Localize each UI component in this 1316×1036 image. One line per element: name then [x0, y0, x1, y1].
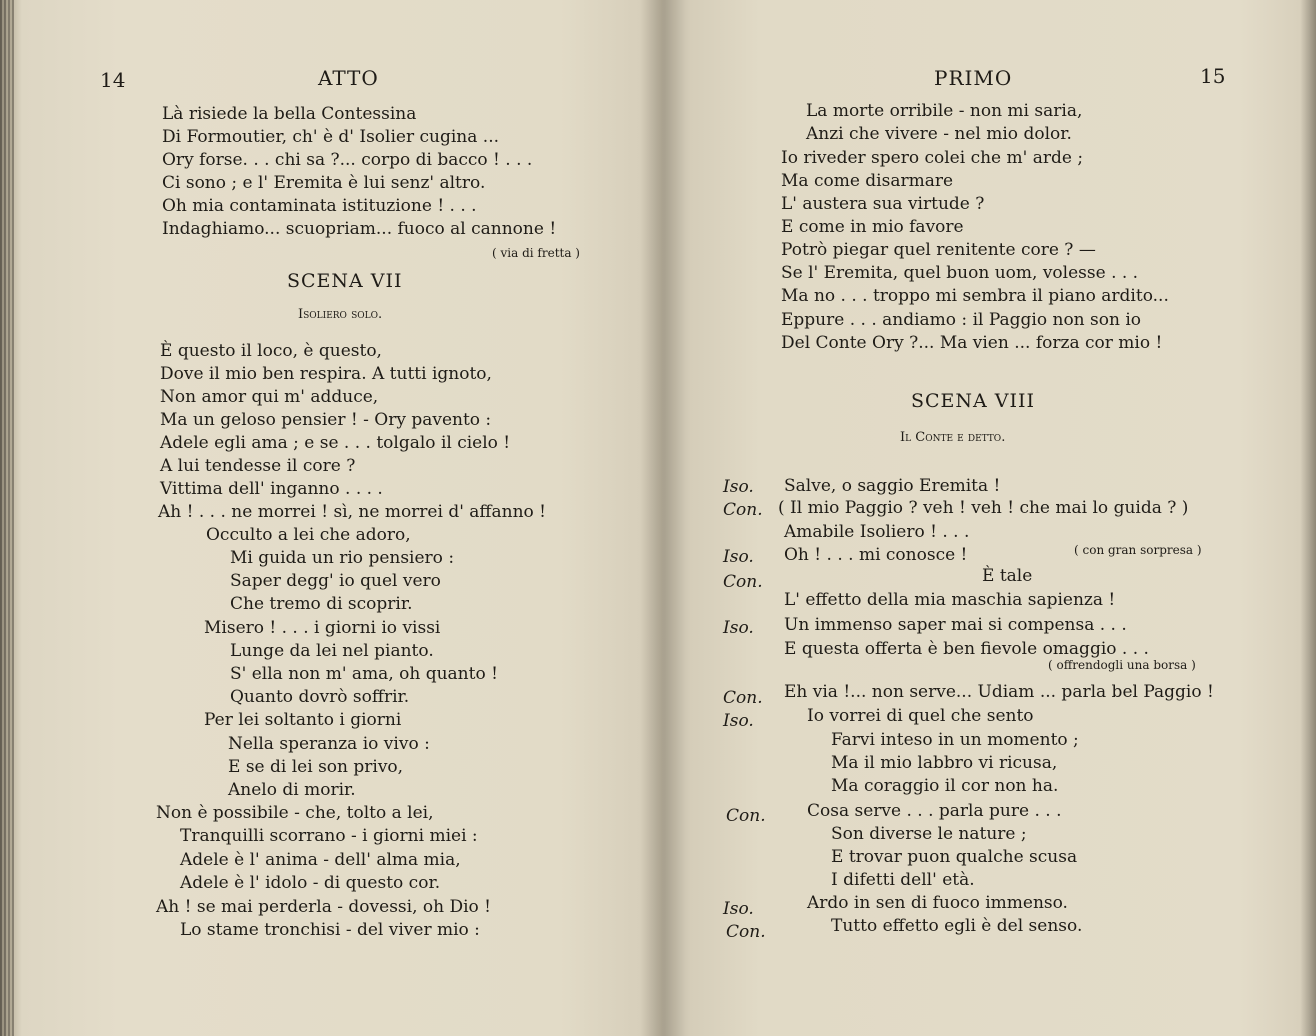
verse-line: Potrò piegar quel renitente core ? —	[781, 240, 1096, 260]
dialogue-line: Cosa serve . . . parla pure . . .	[807, 801, 1062, 821]
stage-direction: ( offrendogli una borsa )	[1048, 658, 1196, 672]
verse-line: L' austera sua virtude ?	[781, 194, 985, 214]
dialogue-line: Un immenso saper mai si compensa . . .	[784, 615, 1127, 635]
verse-line: Anelo di morir.	[228, 780, 356, 800]
dialogue-line: Ardo in sen di fuoco immenso.	[807, 893, 1068, 913]
dialogue-line: ( Il mio Paggio ? veh ! veh ! che mai lo guida ? )	[778, 498, 1189, 518]
speaker-label: Iso.	[723, 899, 754, 919]
verse-line: Io riveder spero colei che m' arde ;	[781, 148, 1084, 168]
verse-line: Oh mia contaminata istituzione ! . . .	[162, 196, 477, 216]
verse-line: Quanto dovrò soffrir.	[230, 687, 410, 707]
dialogue-line: Ma coraggio il cor non ha.	[831, 776, 1059, 796]
verse-line: Ma un geloso pensier ! - Ory pavento :	[160, 410, 492, 430]
verse-line: Ah ! se mai perderla - dovessi, oh Dio !	[156, 897, 492, 917]
running-head: PRIMO	[934, 66, 1013, 90]
verse-line: La morte orribile - non mi saria,	[806, 101, 1083, 121]
speaker-label: Con.	[723, 572, 763, 592]
verse-line: Adele egli ama ; e se . . . tolgalo il cielo !	[160, 433, 511, 453]
speaker-label: Con.	[726, 922, 766, 942]
verse-line: Misero ! . . . i giorni io vissi	[204, 618, 441, 638]
speaker-label: Iso.	[723, 547, 754, 567]
scene-title: SCENA VII	[287, 270, 403, 292]
verse-line: Dove il mio ben respira. A tutti ignoto,	[160, 364, 492, 384]
speaker-label: Iso.	[723, 618, 754, 638]
verse-line: A lui tendesse il core ?	[160, 456, 356, 476]
scene-characters: Isoliero solo.	[298, 307, 383, 322]
verse-line: Lunge da lei nel pianto.	[230, 641, 434, 661]
verse-line: Lo stame tronchisi - del viver mio :	[180, 920, 480, 940]
verse-line: Anzi che vivere - nel mio dolor.	[806, 124, 1072, 144]
speaker-label: Iso.	[723, 711, 754, 731]
page-number: 15	[1200, 64, 1226, 88]
verse-line: Che tremo di scoprir.	[230, 594, 413, 614]
verse-line: Adele è l' idolo - di questo cor.	[180, 873, 441, 893]
speaker-label: Con.	[723, 500, 763, 520]
running-head: ATTO	[318, 66, 379, 90]
verse-line: Se l' Eremita, quel buon uom, volesse . . .	[781, 263, 1139, 283]
dialogue-line: Farvi inteso in un momento ;	[831, 730, 1079, 750]
verse-line: S' ella non m' ama, oh quanto !	[230, 664, 498, 684]
speaker-label: Con.	[726, 806, 766, 826]
verse-line: Ma come disarmare	[781, 171, 954, 191]
verse-line: Mi guida un rio pensiero :	[230, 548, 455, 568]
verse-line: Là risiede la bella Contessina	[162, 104, 417, 124]
verse-line: Tranquilli scorrano - i giorni miei :	[180, 826, 478, 846]
verse-line: E come in mio favore	[781, 217, 964, 237]
dialogue-line: L' effetto della mia maschia sapienza !	[784, 590, 1116, 610]
verse-line: Non è possibile - che, tolto a lei,	[156, 803, 434, 823]
verse-line: Non amor qui m' adduce,	[160, 387, 379, 407]
verse-line: Adele è l' anima - dell' alma mia,	[180, 850, 461, 870]
verse-line: Saper degg' io quel vero	[230, 571, 441, 591]
verse-line: Per lei soltanto i giorni	[204, 710, 402, 730]
dialogue-line: Io vorrei di quel che sento	[807, 706, 1034, 726]
dialogue-line: Amabile Isoliero ! . . .	[784, 522, 970, 542]
verse-line: E se di lei son privo,	[228, 757, 404, 777]
dialogue-line: Eh via !... non serve... Udiam ... parla bel Paggio !	[784, 682, 1214, 702]
dialogue-line: E trovar puon qualche scusa	[831, 847, 1078, 867]
page-number: 14	[100, 68, 126, 92]
dialogue-line: I difetti dell' età.	[831, 870, 975, 890]
speaker-label: Con.	[723, 688, 763, 708]
verse-line: Occulto a lei che adoro,	[206, 525, 411, 545]
verse-line: È questo il loco, è questo,	[160, 341, 382, 361]
speaker-label: Iso.	[723, 477, 754, 497]
verse-line: Di Formoutier, ch' è d' Isolier cugina ...	[162, 127, 499, 147]
verse-line: Vittima dell' inganno . . . .	[160, 479, 383, 499]
verse-line: Indaghiamo... scuopriam... fuoco al cannone !	[162, 219, 557, 239]
stage-direction: ( con gran sorpresa )	[1074, 543, 1202, 557]
dialogue-line: È tale	[982, 566, 1033, 586]
dialogue-line: Tutto effetto egli è del senso.	[831, 916, 1083, 936]
verse-line: Ci sono ; e l' Eremita è lui senz' altro.	[162, 173, 486, 193]
scene-title: SCENA VIII	[911, 390, 1036, 412]
right-page	[660, 0, 1316, 1036]
scene-characters: Il Conte e detto.	[900, 430, 1006, 445]
dialogue-line: E questa offerta è ben fievole omaggio . . .	[784, 639, 1149, 659]
verse-line: Ma no . . . troppo mi sembra il piano ardito...	[781, 286, 1169, 306]
dialogue-line: Son diverse le nature ;	[831, 824, 1027, 844]
verse-line: Nella speranza io vivo :	[228, 734, 430, 754]
verse-line: Ah ! . . . ne morrei ! sì, ne morrei d' affanno !	[158, 502, 547, 522]
stage-direction: ( via di fretta )	[492, 246, 580, 260]
dialogue-line: Salve, o saggio Eremita !	[784, 476, 1001, 496]
verse-line: Eppure . . . andiamo : il Paggio non son io	[781, 310, 1142, 330]
dialogue-line: Oh ! . . . mi conosce !	[784, 545, 968, 565]
verse-line: Ory forse. . . chi sa ?... corpo di bacco ! . . .	[162, 150, 533, 170]
verse-line: Del Conte Ory ?... Ma vien ... forza cor mio !	[781, 333, 1163, 353]
dialogue-line: Ma il mio labbro vi ricusa,	[831, 753, 1058, 773]
